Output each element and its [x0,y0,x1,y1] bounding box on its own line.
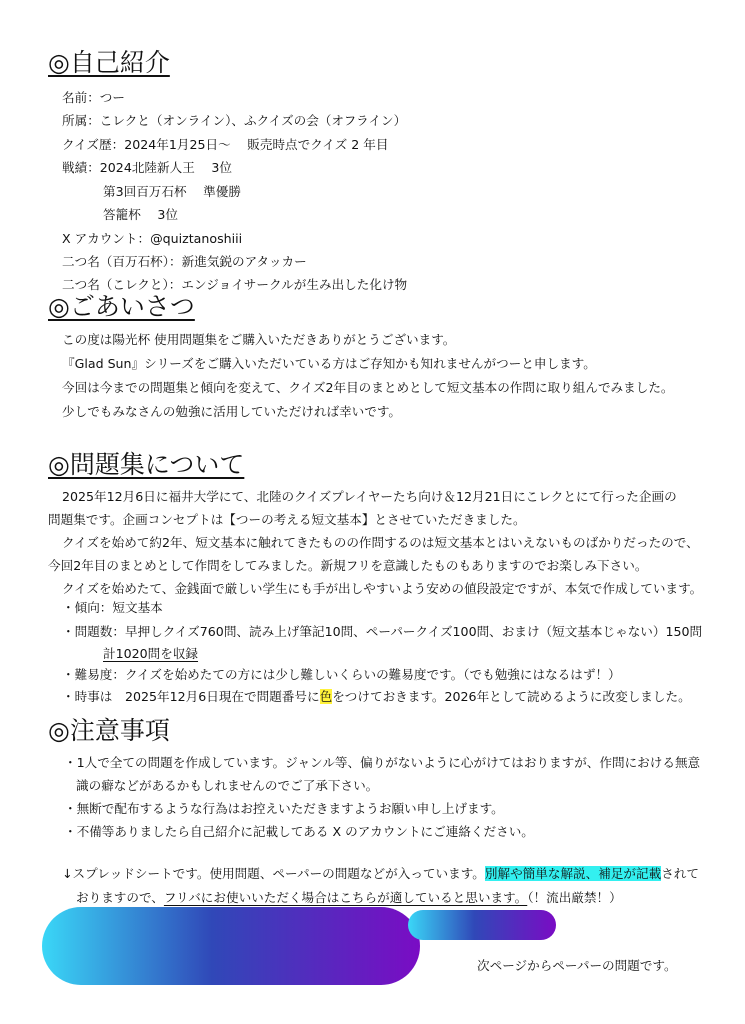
about-heading: ◎問題集について [48,450,245,479]
greeting-line: 『Glad Sun』シリーズをご購入いただいている方はご存知かも知れませんがつーと申します。 [62,356,596,371]
greeting-line: この度は陽光杯 使用問題集をご購入いただきありがとうございます。 [62,332,456,347]
profile-nickname: 二つ名（こレクと）：エンジョイサークルが生み出した化け物 [62,277,408,292]
text: おりますので、 [76,890,164,905]
greeting-heading: ◎ごあいさつ [48,292,195,321]
underlined-text: フリバにお使いいただく場合はこちらが適していると思います。 [163,890,528,905]
spreadsheet-link-banner-small[interactable] [408,910,556,940]
about-total: 計1020問を収録 [103,646,199,661]
spreadsheet-note [76,889,622,907]
text: されて [661,866,699,881]
about-line: クイズを始めたて、金銭面で厳しい学生にも手が出しやすいよう安めの値段設定ですが、本気で作成しています。 [62,581,703,596]
note-line: ・1人で全ての問題を作成しています。ジャンル等、偏りがないように心がけてはおりますが、作問における無意 [64,755,701,770]
text: ↓スプレッドシートです。使用問題、ペーパーの問題などが入っています。 [62,866,485,881]
note-line: 識の癖などがあるかもしれませんのでご了承下さい。 [76,778,379,793]
profile-name: 名前：つー [62,90,125,105]
profile-record: 第3回百万石杯 準優勝 [103,184,241,199]
notes-heading: ◎注意事項 [48,716,170,745]
next-page-note: 次ページからペーパーの問題です。 [477,958,677,973]
profile-history: クイズ歴：2024年1月25日～ 販売時点でクイズ 2 年目 [62,137,389,152]
profile-record: 答籠杯 3位 [103,207,178,222]
text: をつけておきます。2026年として読めるように改変しました。 [332,689,691,704]
about-line: クイズを始めて約2年、短文基本に触れてきたものの作問するのは短文基本とはいえないものばかりだったので、 [62,535,699,550]
note-line: ・無断で配布するような行為はお控えいただきますようお願い申し上げます。 [64,801,504,816]
about-difficulty: ・難易度：クイズを始めたての方には少し難しいくらいの難易度です。（でも勉強にはなるはず！） [62,667,621,682]
profile-record: 戦績：2024北陸新人王 3位 [62,160,233,175]
spreadsheet-link-banner[interactable] [42,907,420,985]
about-line: 問題集です。企画コンセプトは【つーの考える短文基本】とさせていただきました。 [48,512,526,527]
profile-nickname: 二つ名（百万石杯）：新進気鋭のアタッカー [62,254,307,269]
greeting-line: 少しでもみなさんの勉強に活用していただければ幸いです。 [62,404,402,419]
about-current-events [62,688,691,706]
profile-x-account: X アカウント：@quiztanoshiii [62,231,243,246]
spreadsheet-note [62,865,699,883]
about-line: 今回2年目のまとめとして作問をしてみました。新規フリを意識したものもありますのでお楽しみ下さい。 [48,558,648,573]
highlighted-text: 別解や簡単な解説、補足が記載 [484,866,662,881]
profile-affiliation: 所属：こレクと（オンライン）、ふクイズの会（オフライン） [62,113,407,128]
note-line: ・不備等ありましたら自己紹介に記載してある X のアカウントにご連絡ください。 [64,824,534,839]
intro-heading: ◎自己紹介 [48,48,170,77]
text: （！流出厳禁！） [527,890,622,905]
about-tendency: ・傾向：短文基本 [62,600,163,615]
greeting-line: 今回は今までの問題集と傾向を変えて、クイズ2年目のまとめとして短文基本の作問に取り組んでみました。 [62,380,674,395]
highlighted-text: 色 [319,689,333,704]
about-line: 2025年12月6日に福井大学にて、北陸のクイズプレイヤーたち向け＆12月21日にこレクとにて行った企画の [62,489,677,504]
about-count: ・問題数：早押しクイズ760問、読み上げ筆記10問、ペーパークイズ100問、おまけ（短文基本じゃない）150問 [62,624,703,639]
text: ・時事は 2025年12月6日現在で問題番号に [62,689,320,704]
